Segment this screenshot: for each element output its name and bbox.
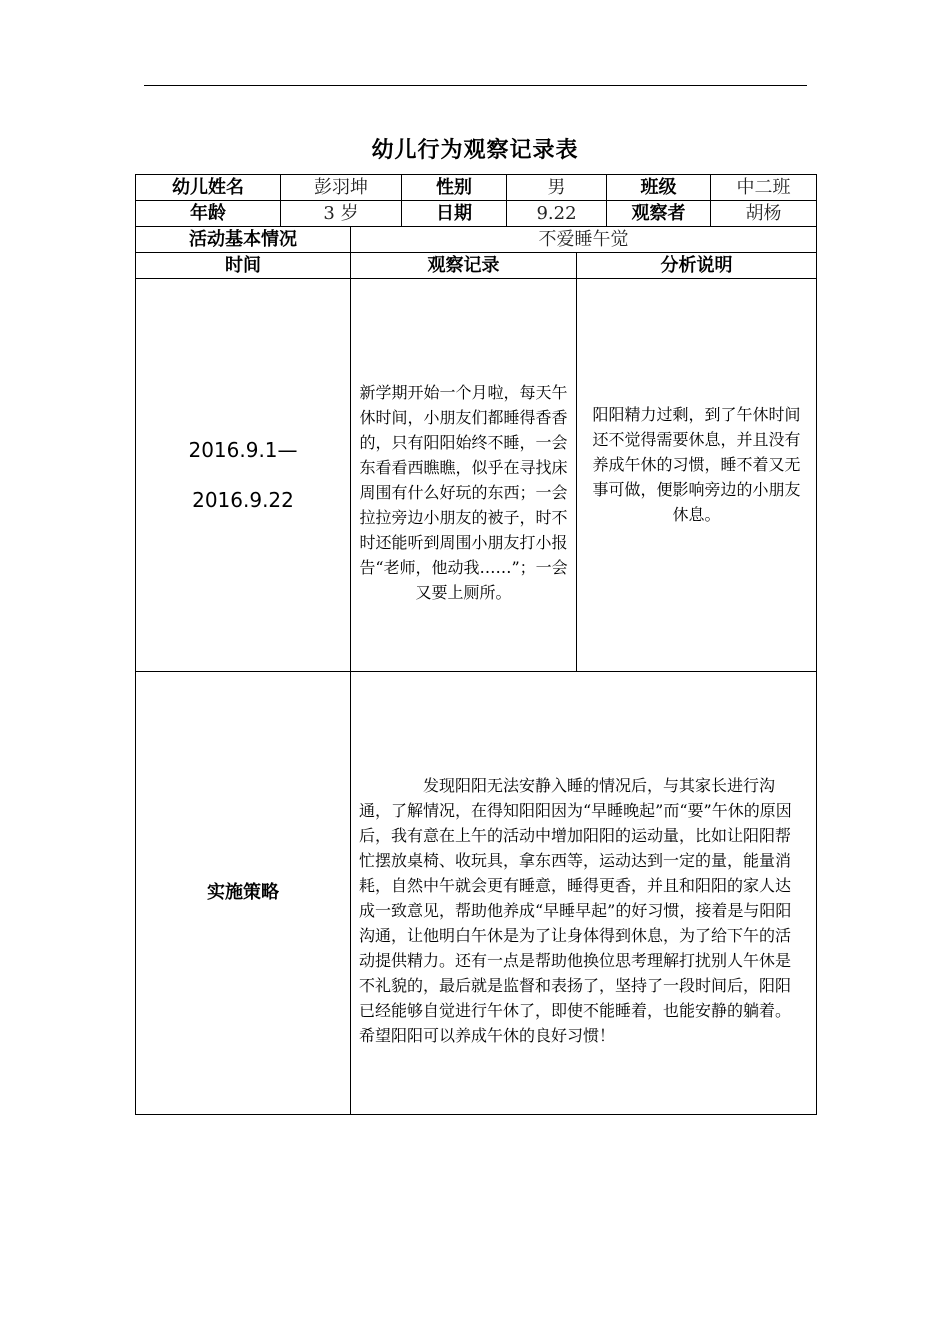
analysis-text: 阳阳精力过剩，到了午休时间还不觉得需要休息，并且没有养成午休的习惯，睡不着又无事可做，便影响旁边的小朋友休息。 (592, 404, 801, 524)
date-end: 2016.9.22 (192, 488, 294, 512)
observer-value: 胡杨 (711, 201, 817, 227)
date-value: 9.22 (507, 201, 607, 227)
time-header: 时间 (136, 253, 351, 279)
info-row-2 (136, 201, 817, 227)
age-label: 年龄 (136, 201, 281, 227)
date-start: 2016.9.1— (188, 438, 298, 462)
activity-row (136, 227, 817, 253)
column-header-row (136, 253, 817, 279)
analysis-header: 分析说明 (577, 253, 817, 279)
gender-value: 男 (507, 175, 607, 201)
observation-time-cell (136, 279, 351, 672)
class-label: 班级 (607, 175, 711, 201)
name-value: 彭羽坤 (281, 175, 402, 201)
observation-row (136, 279, 817, 672)
observation-record-cell (351, 279, 577, 672)
record-header: 观察记录 (351, 253, 577, 279)
observer-label: 观察者 (607, 201, 711, 227)
header-rule (144, 85, 807, 86)
age-value: 3 岁 (281, 201, 402, 227)
activity-value: 不爱睡午觉 (351, 227, 817, 253)
name-label: 幼儿姓名 (136, 175, 281, 201)
strategy-row (136, 672, 817, 1115)
class-value: 中二班 (711, 175, 817, 201)
activity-label: 活动基本情况 (136, 227, 351, 253)
analysis-cell (577, 279, 817, 672)
page-title: 幼儿行为观察记录表 (371, 138, 579, 163)
strategy-text: 发现阳阳无法安静入睡的情况后，与其家长进行沟通，了解情况，在得知阳阳因为“早睡晚起”而“要”午休的原因后，我有意在上午的活动中增加阳阳的运动量，比如让阳阳帮忙摆放桌椅、收玩具，拿东西等，运动达到一定的量，能量消耗，自然中午就会更有睡意，睡得更香，并且和阳阳的家人达成一致意见，帮助他养成“早睡早起”的好习惯，接着是与阳阳沟通，让他明白午休是为了让身体得到休息，为了给下午的活动提供精力。还有一点是帮助他换位思考理解打扰别人午休是不礼貌的，最后就是监督和表扬了，坚持了一段时间后，阳阳已经能够自觉进行午休了，即使不能睡着，也能安静的躺着。希望阳阳可以养成午休的良好习惯！ (359, 776, 792, 1045)
strategy-cell (351, 672, 817, 1115)
gender-label: 性别 (402, 175, 507, 201)
strategy-label: 实施策略 (136, 672, 351, 1115)
observation-form-table (135, 174, 817, 1115)
date-label: 日期 (402, 201, 507, 227)
info-row-1 (136, 175, 817, 201)
observation-record-text: 新学期开始一个月啦，每天午休时间，小朋友们都睡得香香的，只有阳阳始终不睡，一会东看看西瞧瞧，似乎在寻找床周围有什么好玩的东西；一会拉拉旁边小朋友的被子，时不时还能听到周围小朋友打小报告“老师，他动我……”；一会又要上厕所。 (359, 382, 568, 602)
